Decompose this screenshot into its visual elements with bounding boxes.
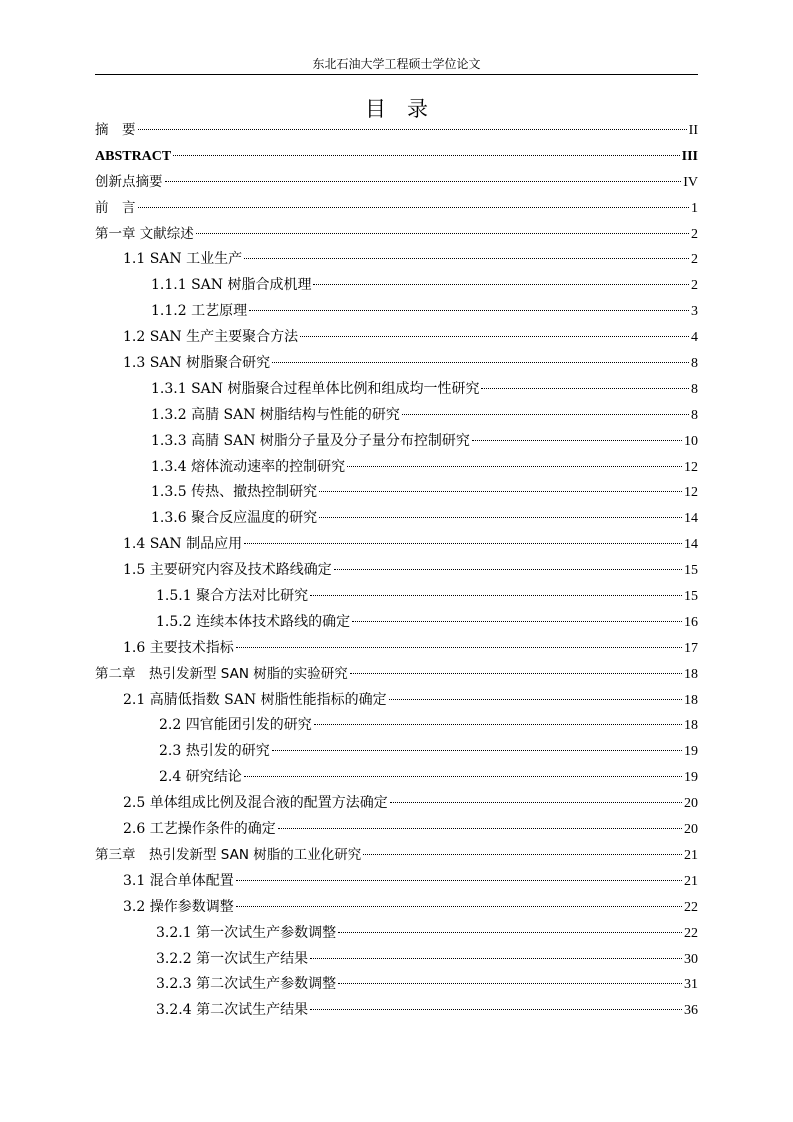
toc-entry-label: 2.2 四官能团引发的研究: [159, 717, 312, 734]
header-rule: [95, 74, 698, 75]
dot-leader: [350, 673, 682, 674]
toc-entry-page-number: 15: [684, 589, 698, 605]
toc-entry-label: 1.1.2 工艺原理: [151, 303, 248, 320]
dot-leader: [300, 336, 689, 337]
toc-entry[interactable]: [95, 662, 698, 688]
toc-entry[interactable]: [95, 351, 698, 377]
toc-entry-page-number: 30: [684, 951, 698, 967]
toc-entry[interactable]: [95, 144, 698, 170]
toc-entry[interactable]: [95, 869, 698, 895]
dot-leader: [236, 647, 682, 648]
toc-entry[interactable]: [95, 455, 698, 481]
dot-leader: [352, 621, 682, 622]
toc-entry[interactable]: [95, 947, 698, 973]
dot-leader: [173, 155, 679, 156]
dot-leader: [236, 906, 682, 907]
toc-entry[interactable]: [95, 170, 698, 196]
dot-leader: [319, 517, 682, 518]
table-of-contents: [95, 118, 698, 1024]
toc-entry-label: 1.3.3 高腈 SAN 树脂分子量及分子量分布控制研究: [151, 432, 470, 449]
toc-entry-page-number: 20: [684, 822, 698, 838]
toc-entry-page-number: 21: [684, 873, 698, 889]
toc-entry[interactable]: [95, 739, 698, 765]
toc-entry[interactable]: [95, 403, 698, 429]
toc-entry-label: 2.3 热引发的研究: [159, 743, 270, 760]
toc-entry-page-number: 2: [691, 278, 698, 294]
toc-entry[interactable]: [95, 765, 698, 791]
toc-entry-label: 第二章 热引发新型 SAN 树脂的实验研究: [95, 665, 348, 682]
toc-entry[interactable]: [95, 532, 698, 558]
toc-entry-label: 2.1 高腈低指数 SAN 树脂性能指标的确定: [123, 691, 387, 708]
dot-leader: [472, 440, 682, 441]
dot-leader: [236, 880, 682, 881]
toc-entry-page-number: 1: [691, 200, 698, 216]
toc-entry-page-number: 4: [691, 330, 698, 346]
toc-entry-page-number: II: [688, 123, 698, 138]
toc-entry[interactable]: [95, 584, 698, 610]
toc-entry[interactable]: [95, 713, 698, 739]
dot-leader: [313, 284, 689, 285]
toc-entry-label: 1.6 主要技术指标: [123, 639, 234, 656]
toc-title: 目 录: [365, 97, 428, 121]
toc-entry-label: 1.3 SAN 树脂聚合研究: [123, 355, 271, 372]
toc-entry-label: 2.6 工艺操作条件的确定: [123, 821, 276, 838]
toc-entry[interactable]: [95, 921, 698, 947]
dot-leader: [347, 466, 682, 467]
toc-entry-label: 2.4 研究结论: [159, 769, 242, 786]
dot-leader: [272, 750, 682, 751]
dot-leader: [244, 543, 682, 544]
toc-entry-page-number: III: [681, 148, 698, 164]
dot-leader: [338, 932, 682, 933]
toc-entry-label: 第一章 文献综述: [95, 225, 194, 242]
toc-entry-label: 1.5 主要研究内容及技术路线确定: [123, 562, 332, 579]
toc-entry[interactable]: [95, 506, 698, 532]
toc-entry-page-number: 12: [684, 485, 698, 501]
dot-leader: [481, 388, 689, 389]
dot-leader: [165, 181, 682, 182]
toc-entry-page-number: 8: [691, 356, 698, 372]
toc-entry-label: 3.2.3 第二次试生产参数调整: [156, 976, 337, 993]
toc-entry-label: 第三章 热引发新型 SAN 树脂的工业化研究: [95, 846, 362, 863]
toc-entry-label: 1.3.1 SAN 树脂聚合过程单体比例和组成均一性研究: [151, 380, 480, 397]
toc-entry-label: 3.2.2 第一次试生产结果: [156, 950, 309, 967]
toc-entry-page-number: 14: [684, 537, 698, 553]
toc-entry-page-number: 18: [684, 692, 698, 708]
toc-entry-page-number: 22: [684, 899, 698, 915]
running-header: 东北石油大学工程硕士学位论文: [312, 57, 481, 71]
toc-entry-label: 3.2.4 第二次试生产结果: [156, 1002, 309, 1019]
toc-entry[interactable]: [95, 817, 698, 843]
toc-entry[interactable]: [95, 480, 698, 506]
dot-leader: [389, 699, 682, 700]
toc-entry-label: 前 言: [95, 199, 136, 216]
toc-entry-page-number: 22: [684, 925, 698, 941]
toc-entry-page-number: 14: [684, 511, 698, 527]
toc-entry-page-number: 12: [684, 459, 698, 475]
toc-entry-label: 摘 要: [95, 122, 136, 138]
toc-entry-page-number: 2: [691, 226, 698, 242]
toc-entry[interactable]: [95, 222, 698, 248]
dot-leader: [402, 414, 689, 415]
toc-entry[interactable]: [95, 118, 698, 144]
toc-entry-page-number: 15: [684, 563, 698, 579]
toc-entry-label: 1.1.1 SAN 树脂合成机理: [151, 277, 312, 294]
toc-entry-label: 1.2 SAN 生产主要聚合方法: [123, 329, 299, 346]
dot-leader: [138, 207, 690, 208]
toc-entry-page-number: 31: [684, 977, 698, 993]
dot-leader: [249, 310, 689, 311]
toc-entry-page-number: 19: [684, 744, 698, 760]
toc-entry-label: 1.1 SAN 工业生产: [123, 251, 243, 268]
toc-entry-page-number: 21: [684, 847, 698, 863]
dot-leader: [319, 491, 682, 492]
toc-entry-page-number: IV: [683, 174, 698, 190]
toc-entry-label: 3.2.1 第一次试生产参数调整: [156, 924, 337, 941]
toc-entry-page-number: 20: [684, 796, 698, 812]
dot-leader: [310, 1009, 682, 1010]
toc-entry-label: 1.4 SAN 制品应用: [123, 536, 243, 553]
toc-entry[interactable]: [95, 998, 698, 1024]
toc-entry-label: 1.5.1 聚合方法对比研究: [156, 588, 309, 605]
toc-entry-page-number: 36: [684, 1003, 698, 1019]
dot-leader: [272, 362, 689, 363]
dot-leader: [363, 854, 682, 855]
toc-entry[interactable]: [95, 196, 698, 222]
toc-entry[interactable]: [95, 895, 698, 921]
toc-entry-label: 1.3.5 传热、撤热控制研究: [151, 484, 318, 501]
toc-entry[interactable]: [95, 610, 698, 636]
dot-leader: [244, 258, 689, 259]
toc-entry-page-number: 8: [691, 381, 698, 397]
dot-leader: [310, 595, 682, 596]
toc-entry-label: 2.5 单体组成比例及混合液的配置方法确定: [123, 795, 388, 812]
toc-entry[interactable]: [95, 972, 698, 998]
toc-entry[interactable]: [95, 791, 698, 817]
toc-entry-label: 1.3.6 聚合反应温度的研究: [151, 510, 318, 527]
toc-entry-page-number: 17: [684, 640, 698, 656]
toc-entry[interactable]: [95, 688, 698, 714]
toc-entry[interactable]: [95, 325, 698, 351]
dot-leader: [314, 724, 682, 725]
toc-entry[interactable]: [95, 636, 698, 662]
toc-entry[interactable]: [95, 273, 698, 299]
toc-entry-label: 1.3.4 熔体流动速率的控制研究: [151, 458, 346, 475]
dot-leader: [138, 129, 687, 130]
dot-leader: [338, 983, 682, 984]
dot-leader: [196, 233, 689, 234]
toc-entry[interactable]: [95, 247, 698, 273]
toc-entry-page-number: 19: [684, 770, 698, 786]
toc-entry[interactable]: [95, 299, 698, 325]
toc-entry-page-number: 18: [684, 718, 698, 734]
toc-entry-label: 创新点摘要: [95, 173, 163, 190]
toc-entry[interactable]: [95, 377, 698, 403]
toc-entry-page-number: 2: [691, 252, 698, 268]
toc-entry-label: 1.5.2 连续本体技术路线的确定: [156, 613, 351, 630]
toc-entry-page-number: 3: [691, 304, 698, 320]
toc-entry-page-number: 18: [684, 666, 698, 682]
dot-leader: [278, 828, 682, 829]
toc-entry-label: 1.3.2 高腈 SAN 树脂结构与性能的研究: [151, 406, 400, 423]
dot-leader: [310, 958, 682, 959]
toc-entry[interactable]: [95, 843, 698, 869]
toc-entry-page-number: 16: [684, 614, 698, 630]
toc-entry-label: 3.2 操作参数调整: [123, 898, 234, 915]
dot-leader: [334, 569, 682, 570]
toc-entry-label: 3.1 混合单体配置: [123, 872, 234, 889]
toc-entry[interactable]: [95, 558, 698, 584]
toc-entry-page-number: 8: [691, 407, 698, 423]
dot-leader: [244, 776, 682, 777]
toc-entry-page-number: 10: [684, 433, 698, 449]
toc-entry-label: ABSTRACT: [95, 148, 172, 164]
toc-entry[interactable]: [95, 429, 698, 455]
dot-leader: [390, 802, 682, 803]
